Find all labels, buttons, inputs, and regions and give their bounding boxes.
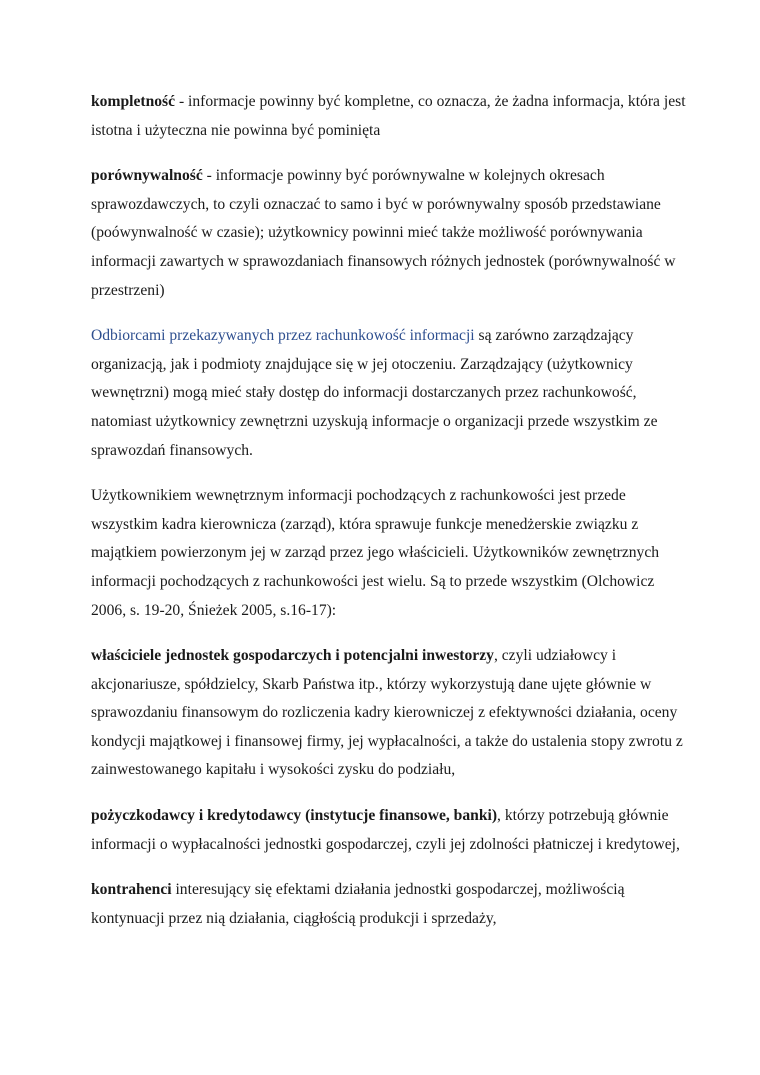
term-wlasciciele: właściciele jednostek gospodarczych i potencjalni inwestorzy (91, 647, 494, 665)
text-kontrahenci: interesujący się efektami działania jednostki gospodarczej, możliwością kontynuacji przez nią działania, ciągłością produkcji i sprzedaży, (91, 881, 625, 927)
term-kompletnosc: kompletność (91, 93, 176, 110)
definition-kompletnosc: - informacje powinny być kompletne, co oznacza, że żadna informacja, która jest istotna i użyteczna nie powinna być pominięta (91, 93, 686, 139)
term-kontrahenci: kontrahenci (91, 881, 172, 899)
paragraph-odbiorcy (91, 322, 691, 465)
paragraph-kontrahenci (91, 876, 691, 933)
term-pozyczkodawcy: pożyczkodawcy i kredytodawcy (instytucje finansowe, banki) (91, 807, 498, 825)
paragraph-kompletnosc (91, 88, 691, 145)
text-uzytkownicy: Użytkownikiem wewnętrznym informacji pochodzących z rachunkowości jest przede wszystkim kadra kierownicza (zarząd), która sprawuje funkcje menedżerskie związku z majątkiem powierzonym jej w zarząd przez jego właścicieli. Użytkowników zewnętrznych informacji pochodzących z rachunkowości jest wielu. Są to przede wszystkim (Olchowicz 2006, s. 19-20, Śnieżek 2005, s.16-17): (91, 487, 660, 619)
paragraph-wlasciciele (91, 642, 691, 785)
paragraph-pozyczkodawcy (91, 802, 691, 859)
definition-porownywalnosc: - informacje powinny być porównywalne w kolejnych okresach sprawozdawczych, to czyli oznaczać to samo i być w porównywalny sposób przedstawiane (poówynwalność w czasie); użytkownicy powinni mieć także możliwość porównywania informacji zawartych w sprawozdaniach finansowych różnych jednostek (porównywalność w przestrzeni) (91, 167, 676, 299)
text-pozyczkodawcy: , którzy potrzebują głównie informacji o wypłacalności jednostki gospodarczej, czyli jej zdolności płatniczej i kredytowej, (91, 807, 680, 853)
text-wlasciciele: , czyli udziałowcy i akcjonariusze, spółdzielcy, Skarb Państwa itp., którzy wykorzystują dane ujęte głównie w sprawozdaniu finansowym do rozliczenia kadry kierowniczej z efektywności działania, oceny kondycji majątkowej i finansowej firmy, jej wypłacalności, a także do ustalenia stopy zwrotu z zainwestowanego kapitału i wysokości zysku do podziału, (91, 647, 683, 779)
text-odbiorcy: są zarówno zarządzający organizacją, jak i podmioty znajdujące się w jej otoczeniu. Zarządzający (użytkownicy wewnętrzni) mogą mieć stały dostęp do informacji dostarczanych przez rachunkowość, natomiast użytkownicy zewnętrzni uzyskują informacje o organizacji przede wszystkim ze sprawozdań finansowych. (91, 327, 658, 459)
paragraph-porownywalnosc (91, 162, 691, 305)
term-porownywalnosc: porównywalność (91, 167, 203, 185)
paragraph-uzytkownicy (91, 482, 691, 625)
document-body (91, 88, 691, 950)
link-odbiorcy-informacji[interactable]: Odbiorcami przekazywanych przez rachunkowość informacji (91, 327, 475, 345)
